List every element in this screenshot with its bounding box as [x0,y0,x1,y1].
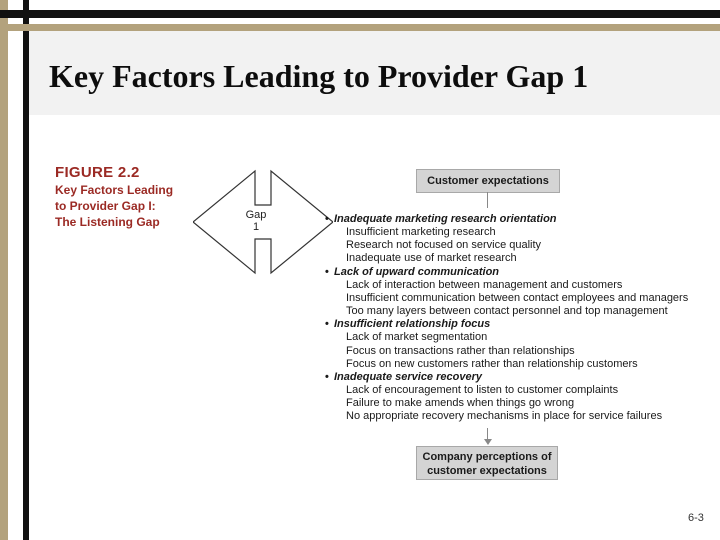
factor-list [325,213,688,424]
slide-title: Key Factors Leading to Provider Gap 1 [49,58,589,94]
company-perceptions-line2: customer expectations [427,465,547,477]
connector-line [487,192,488,208]
factor-heading [325,371,688,384]
arrow-down-icon [484,439,492,445]
bullet-icon: • [325,370,329,383]
company-perceptions-line1: Company perceptions of [422,451,552,463]
factor-item: Lack of market segmentation [346,331,488,344]
factor-item: Research not focused on service quality [346,239,542,252]
factor-item: Inadequate use of market research [346,252,517,265]
factor-item: Focus on transactions rather than relationships [346,344,575,357]
factor-item: Focus on new customers rather than relationship customers [346,357,638,370]
figure-description [55,182,173,230]
gap-label: Gap 1 [245,209,267,233]
customer-expectations-box: Customer expectations [416,169,560,193]
figure-description-line: Key Factors Leading [55,183,174,197]
factor-item: Insufficient communication between contact employees and managers [346,291,689,304]
factor-heading-text: Lack of upward communication [334,265,500,278]
slide-number: 6-3 [688,512,704,524]
factor-heading [325,318,688,331]
factor-heading-text: Inadequate service recovery [334,370,482,383]
company-perceptions-box [416,446,558,480]
figure-description-line: The Listening Gap [55,215,160,229]
factor-heading [325,266,688,279]
factor-heading-text: Inadequate marketing research orientation [334,213,557,225]
factor-item: No appropriate recovery mechanisms in place for service failures [346,410,663,423]
factor-item: Too many layers between contact personnel and top management [346,305,668,318]
factor-item: Insufficient marketing research [346,226,496,239]
top-decor-stripe [0,24,720,31]
factor-item: Lack of encouragement to listen to customer complaints [346,384,619,397]
factor-item: Failure to make amends when things go wrong [346,397,575,410]
factor-item: Lack of interaction between management and customers [346,278,623,291]
bullet-icon: • [325,213,329,225]
top-decor-bar [0,10,720,18]
factor-heading-text: Insufficient relationship focus [334,318,491,331]
bullet-icon: • [325,318,329,331]
factor-heading [325,213,688,226]
left-decor-stripe [0,0,8,540]
figure-number: FIGURE 2.2 [55,164,140,181]
figure-caption [55,164,173,230]
bullet-icon: • [325,265,329,278]
figure-description-line: to Provider Gap I: [55,199,156,213]
